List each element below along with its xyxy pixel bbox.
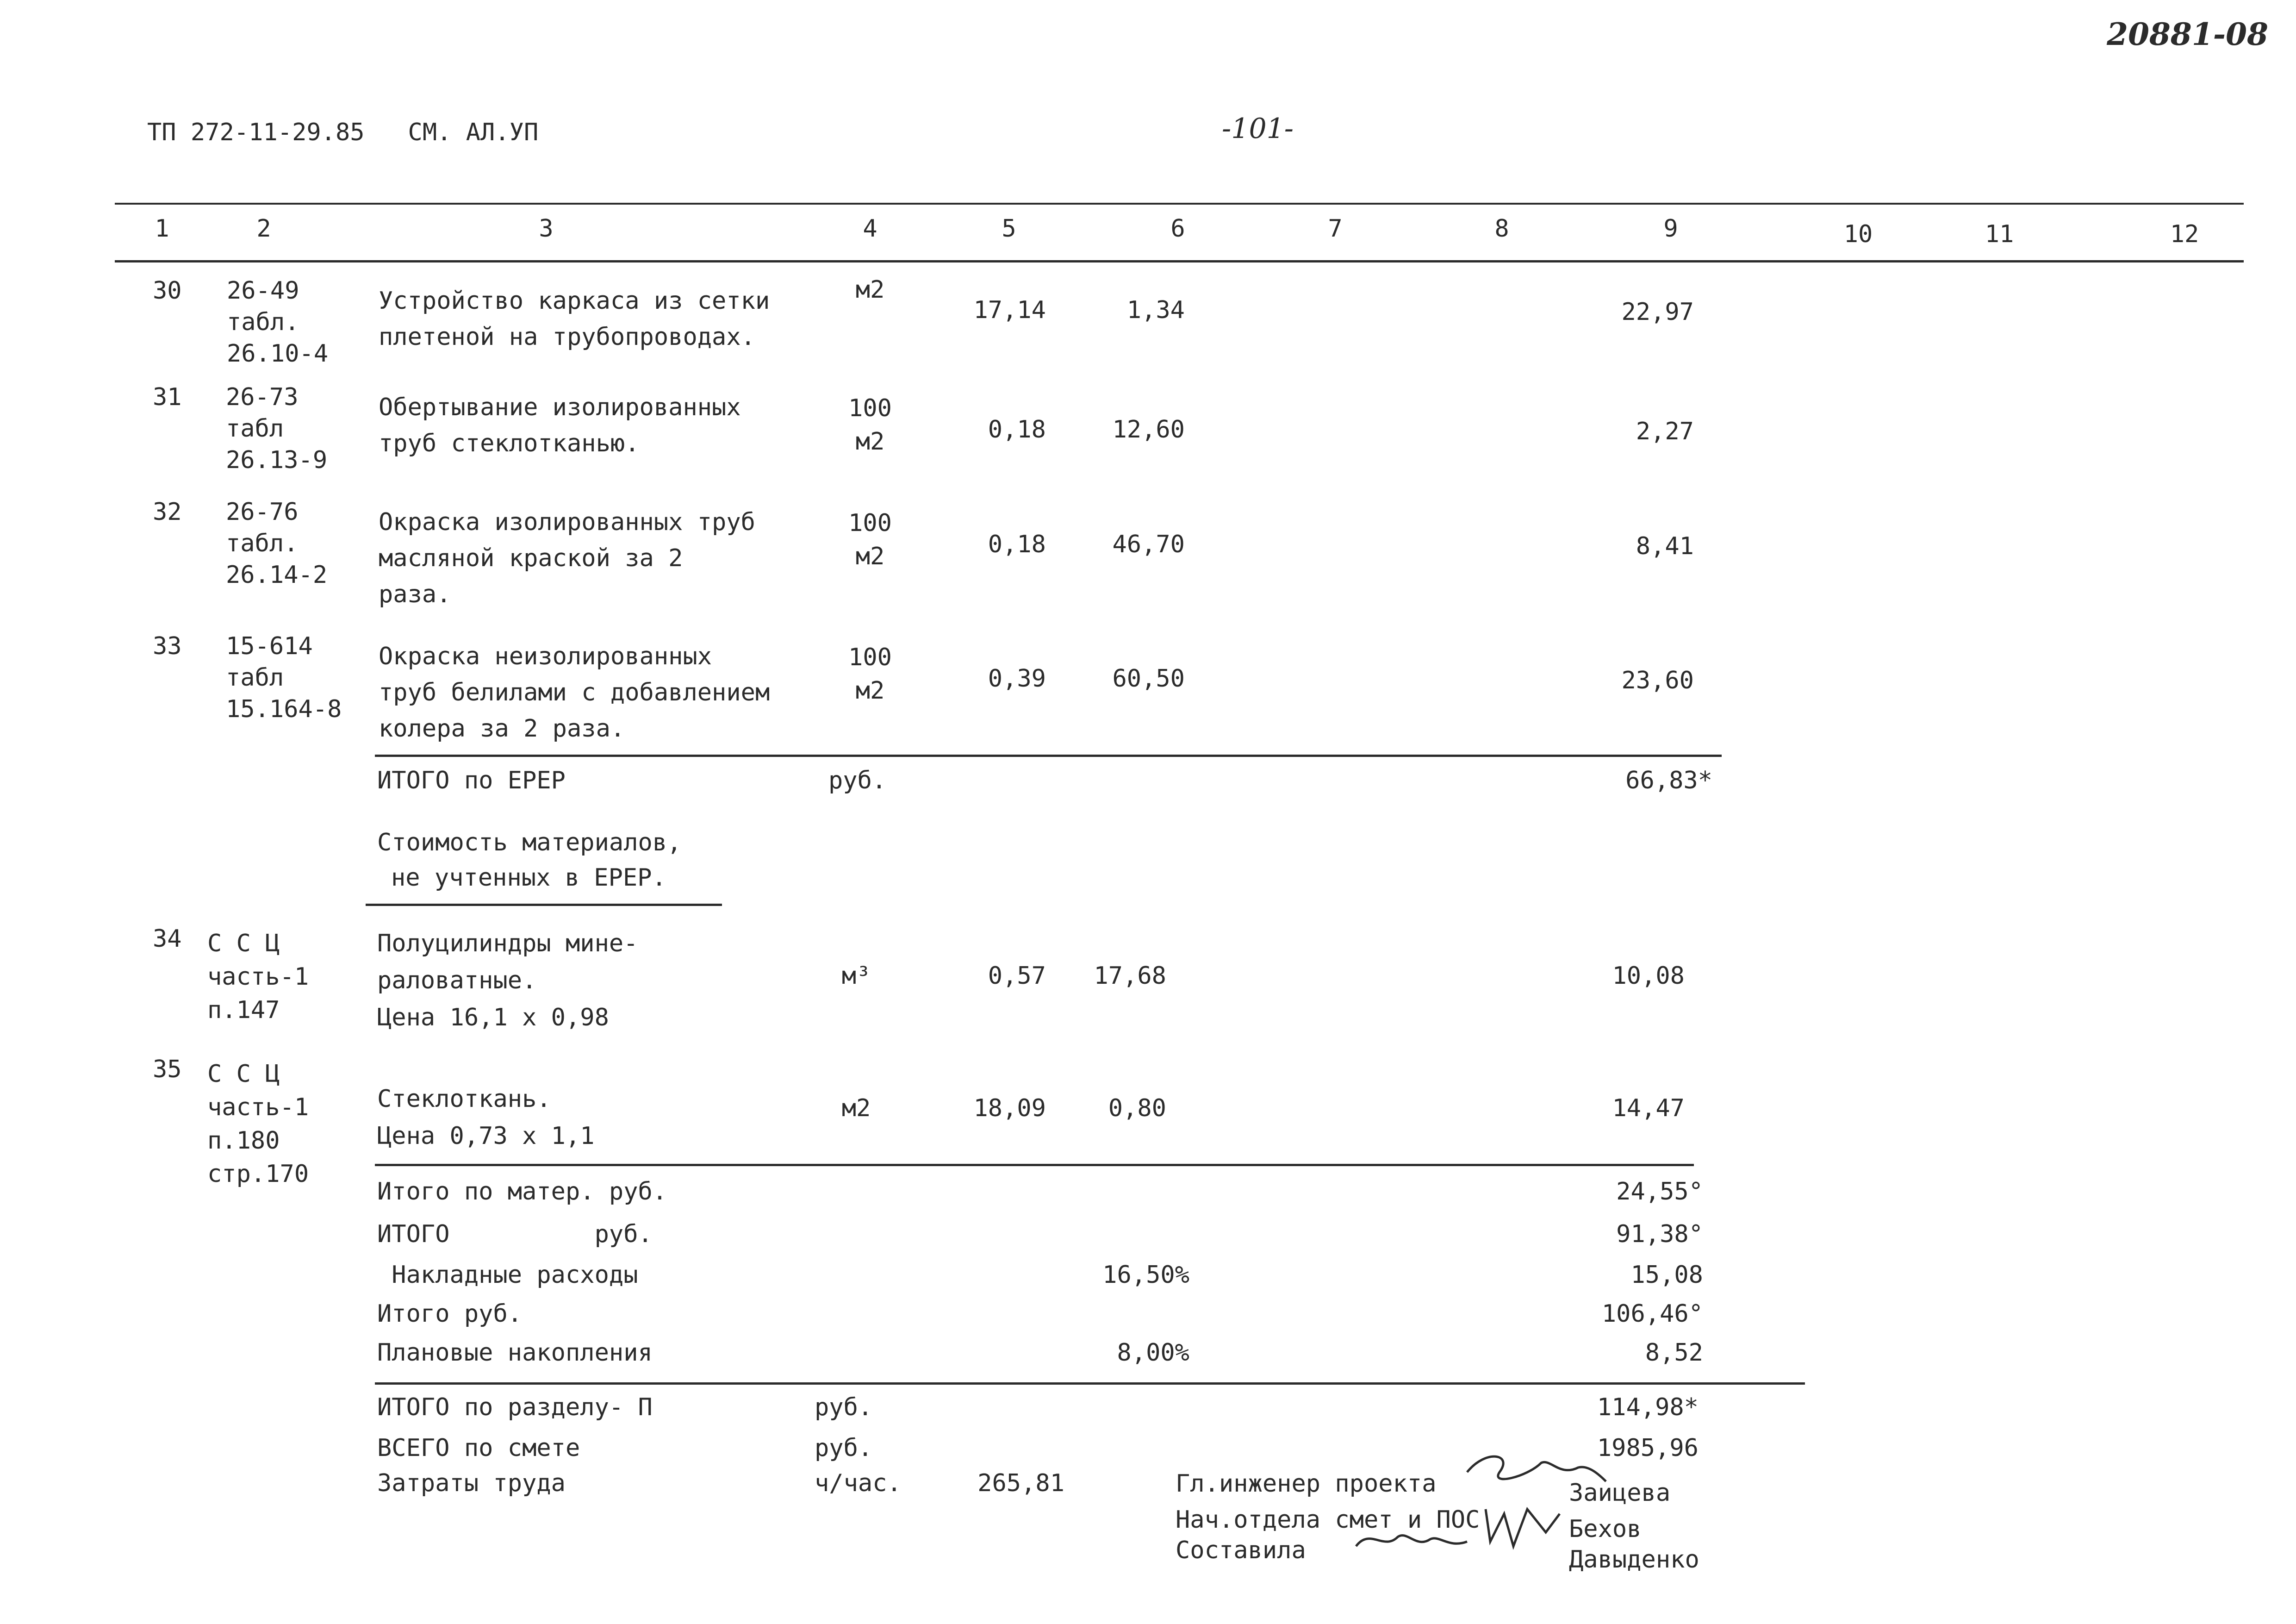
- page-number: -101-: [1222, 112, 1294, 145]
- row-description-line: Устройство каркаса из сетки: [379, 287, 770, 315]
- summary-label: Накладные расходы: [377, 1261, 638, 1289]
- summary-label: Итого руб.: [377, 1300, 523, 1328]
- material-description-line: Цена 16,1 х 0,98: [377, 1004, 609, 1031]
- row-code-line: 26-76: [226, 498, 299, 526]
- column-number-1: 1: [155, 215, 169, 243]
- material-code-line: п.147: [207, 996, 280, 1024]
- column-number-5: 5: [1002, 215, 1016, 243]
- final-unit: руб.: [815, 1393, 873, 1421]
- material-code-line: С С Ц: [207, 1060, 280, 1088]
- summary-rule: [375, 1382, 1805, 1385]
- row-unit-price: 1,34: [1126, 296, 1185, 324]
- document-id: 20881-08: [2107, 16, 2268, 52]
- final-total: 114,98*: [1597, 1393, 1699, 1421]
- material-number: 35: [153, 1056, 182, 1083]
- row-description-line: Окраска неизолированных: [379, 643, 712, 670]
- row-code-line: табл: [226, 415, 284, 443]
- row-unit: 100: [848, 394, 892, 422]
- materials-heading-line-1: Стоимость материалов,: [377, 829, 682, 856]
- row-code-line: 26.14-2: [226, 561, 328, 589]
- column-number-10: 10: [1843, 220, 1873, 248]
- row-unit-price: 12,60: [1112, 416, 1185, 443]
- summary-total: 8,52: [1645, 1339, 1703, 1367]
- column-number-4: 4: [863, 215, 877, 243]
- row-unit-price: 46,70: [1112, 531, 1185, 558]
- column-number-2: 2: [256, 215, 271, 243]
- summary-total: 106,46°: [1601, 1300, 1703, 1328]
- final-label: ВСЕГО по смете: [377, 1434, 580, 1462]
- material-description-line: раловатные.: [377, 967, 537, 994]
- row-quantity: 0,39: [988, 665, 1046, 693]
- summary-total: 24,55°: [1616, 1178, 1703, 1206]
- column-number-6: 6: [1170, 215, 1185, 243]
- column-number-3: 3: [539, 215, 554, 243]
- final-label: Затраты труда: [377, 1469, 566, 1497]
- row-unit: м2: [855, 428, 885, 456]
- material-unit: м2: [841, 1094, 871, 1122]
- material-code-line: п.180: [207, 1127, 280, 1155]
- material-quantity: 0,57: [988, 962, 1046, 990]
- material-code-line: часть-1: [207, 963, 309, 991]
- row-description-line: труб стеклотканью.: [379, 430, 640, 457]
- material-unit: м³: [841, 962, 871, 990]
- column-number-rule: [115, 260, 2244, 262]
- final-unit: руб.: [815, 1434, 873, 1462]
- row-code-line: табл.: [227, 308, 299, 336]
- final-total: 1985,96: [1597, 1434, 1699, 1462]
- row-code-line: 15.164-8: [226, 695, 342, 723]
- signature-role: Нач.отдела смет и ПОС: [1176, 1506, 1480, 1534]
- row-code-line: табл.: [226, 530, 299, 557]
- row-description-line: плетеной на трубопроводах.: [379, 323, 755, 351]
- material-description-line: Цена 0,73 х 1,1: [377, 1122, 595, 1150]
- row-quantity: 17,14: [973, 296, 1046, 324]
- material-total: 10,08: [1612, 962, 1685, 990]
- column-number-9: 9: [1663, 215, 1678, 243]
- subtotal-erer-unit: руб.: [828, 767, 887, 794]
- row-number: 33: [153, 632, 182, 660]
- compiler-signature: [1351, 1523, 1472, 1560]
- row-description-line: колера за 2 раза.: [379, 715, 625, 743]
- signature-name: Бехов: [1569, 1515, 1642, 1543]
- column-number-11: 11: [1985, 220, 2014, 248]
- row-unit: м2: [855, 543, 885, 570]
- row-unit: м2: [855, 276, 885, 304]
- final-unit: ч/час.: [815, 1469, 902, 1497]
- row-description-line: труб белилами с добавлением: [379, 679, 770, 706]
- summary-label: Итого по матер. руб.: [377, 1178, 667, 1206]
- column-number-7: 7: [1328, 215, 1343, 243]
- signature-name: Заицева: [1569, 1479, 1671, 1507]
- material-unit-price: 17,68: [1094, 962, 1166, 990]
- subtotal-erer-total: 66,83*: [1625, 767, 1712, 794]
- row-number: 32: [153, 498, 182, 526]
- summary-rate: 16,50%: [1102, 1261, 1189, 1289]
- material-code-line: часть-1: [207, 1093, 309, 1121]
- row-unit-price: 60,50: [1112, 665, 1185, 693]
- row-quantity: 0,18: [988, 531, 1046, 558]
- row-description-line: раза.: [379, 581, 451, 608]
- row-number: 31: [153, 383, 182, 411]
- signature-role: Гл.инженер проекта: [1176, 1470, 1437, 1498]
- row-code-line: 15-614: [226, 632, 313, 660]
- materials-heading-line-2: не учтенных в ЕРЕР.: [391, 864, 666, 892]
- summary-rate: 8,00%: [1117, 1339, 1189, 1367]
- summary-label: Плановые накопления: [377, 1339, 653, 1367]
- row-code-line: табл: [226, 664, 284, 692]
- row-code-line: 26.13-9: [226, 446, 328, 474]
- signature-scribbles: [1458, 1444, 1611, 1565]
- material-unit-price: 0,80: [1108, 1094, 1166, 1122]
- table-top-rule: [115, 203, 2244, 205]
- row-code-line: 26-49: [227, 277, 299, 305]
- header-reference: ТП 272-11-29.85 СМ. АЛ.УП: [147, 119, 539, 146]
- row-unit: 100: [848, 643, 892, 671]
- final-quantity: 265,81: [977, 1469, 1064, 1497]
- material-total: 14,47: [1612, 1094, 1685, 1122]
- row-description-line: Обертывание изолированных: [379, 394, 741, 421]
- row-quantity: 0,18: [988, 416, 1046, 443]
- material-number: 34: [153, 925, 182, 953]
- row-unit: 100: [848, 509, 892, 537]
- material-code-line: стр.170: [207, 1160, 309, 1188]
- materials-rule: [375, 1164, 1694, 1166]
- signature-name: Давыденко: [1569, 1546, 1699, 1574]
- materials-heading-rule: [366, 904, 722, 906]
- row-description-line: масляной краской за 2: [379, 544, 683, 572]
- material-quantity: 18,09: [973, 1094, 1046, 1122]
- subtotal-erer-label: ИТОГО по ЕРЕР: [377, 767, 566, 794]
- material-description-line: Стеклоткань.: [377, 1085, 551, 1113]
- work-rows-rule: [375, 755, 1722, 757]
- row-unit: м2: [855, 677, 885, 705]
- signature-role: Составила: [1176, 1537, 1306, 1564]
- summary-total: 15,08: [1630, 1261, 1703, 1289]
- material-description-line: Полуцилиндры мине-: [377, 930, 638, 957]
- row-total: 8,41: [1636, 532, 1694, 560]
- column-number-8: 8: [1494, 215, 1509, 243]
- row-total: 2,27: [1636, 418, 1694, 445]
- row-code-line: 26.10-4: [227, 340, 329, 368]
- material-code-line: С С Ц: [207, 930, 280, 957]
- column-number-12: 12: [2170, 220, 2199, 248]
- summary-total: 91,38°: [1616, 1220, 1703, 1248]
- row-description-line: Окраска изолированных труб: [379, 508, 755, 536]
- row-code-line: 26-73: [226, 383, 299, 411]
- row-total: 23,60: [1621, 667, 1694, 694]
- row-number: 30: [153, 277, 182, 305]
- summary-label: ИТОГО руб.: [377, 1220, 653, 1248]
- row-total: 22,97: [1621, 298, 1694, 326]
- final-label: ИТОГО по разделу- П: [377, 1393, 653, 1421]
